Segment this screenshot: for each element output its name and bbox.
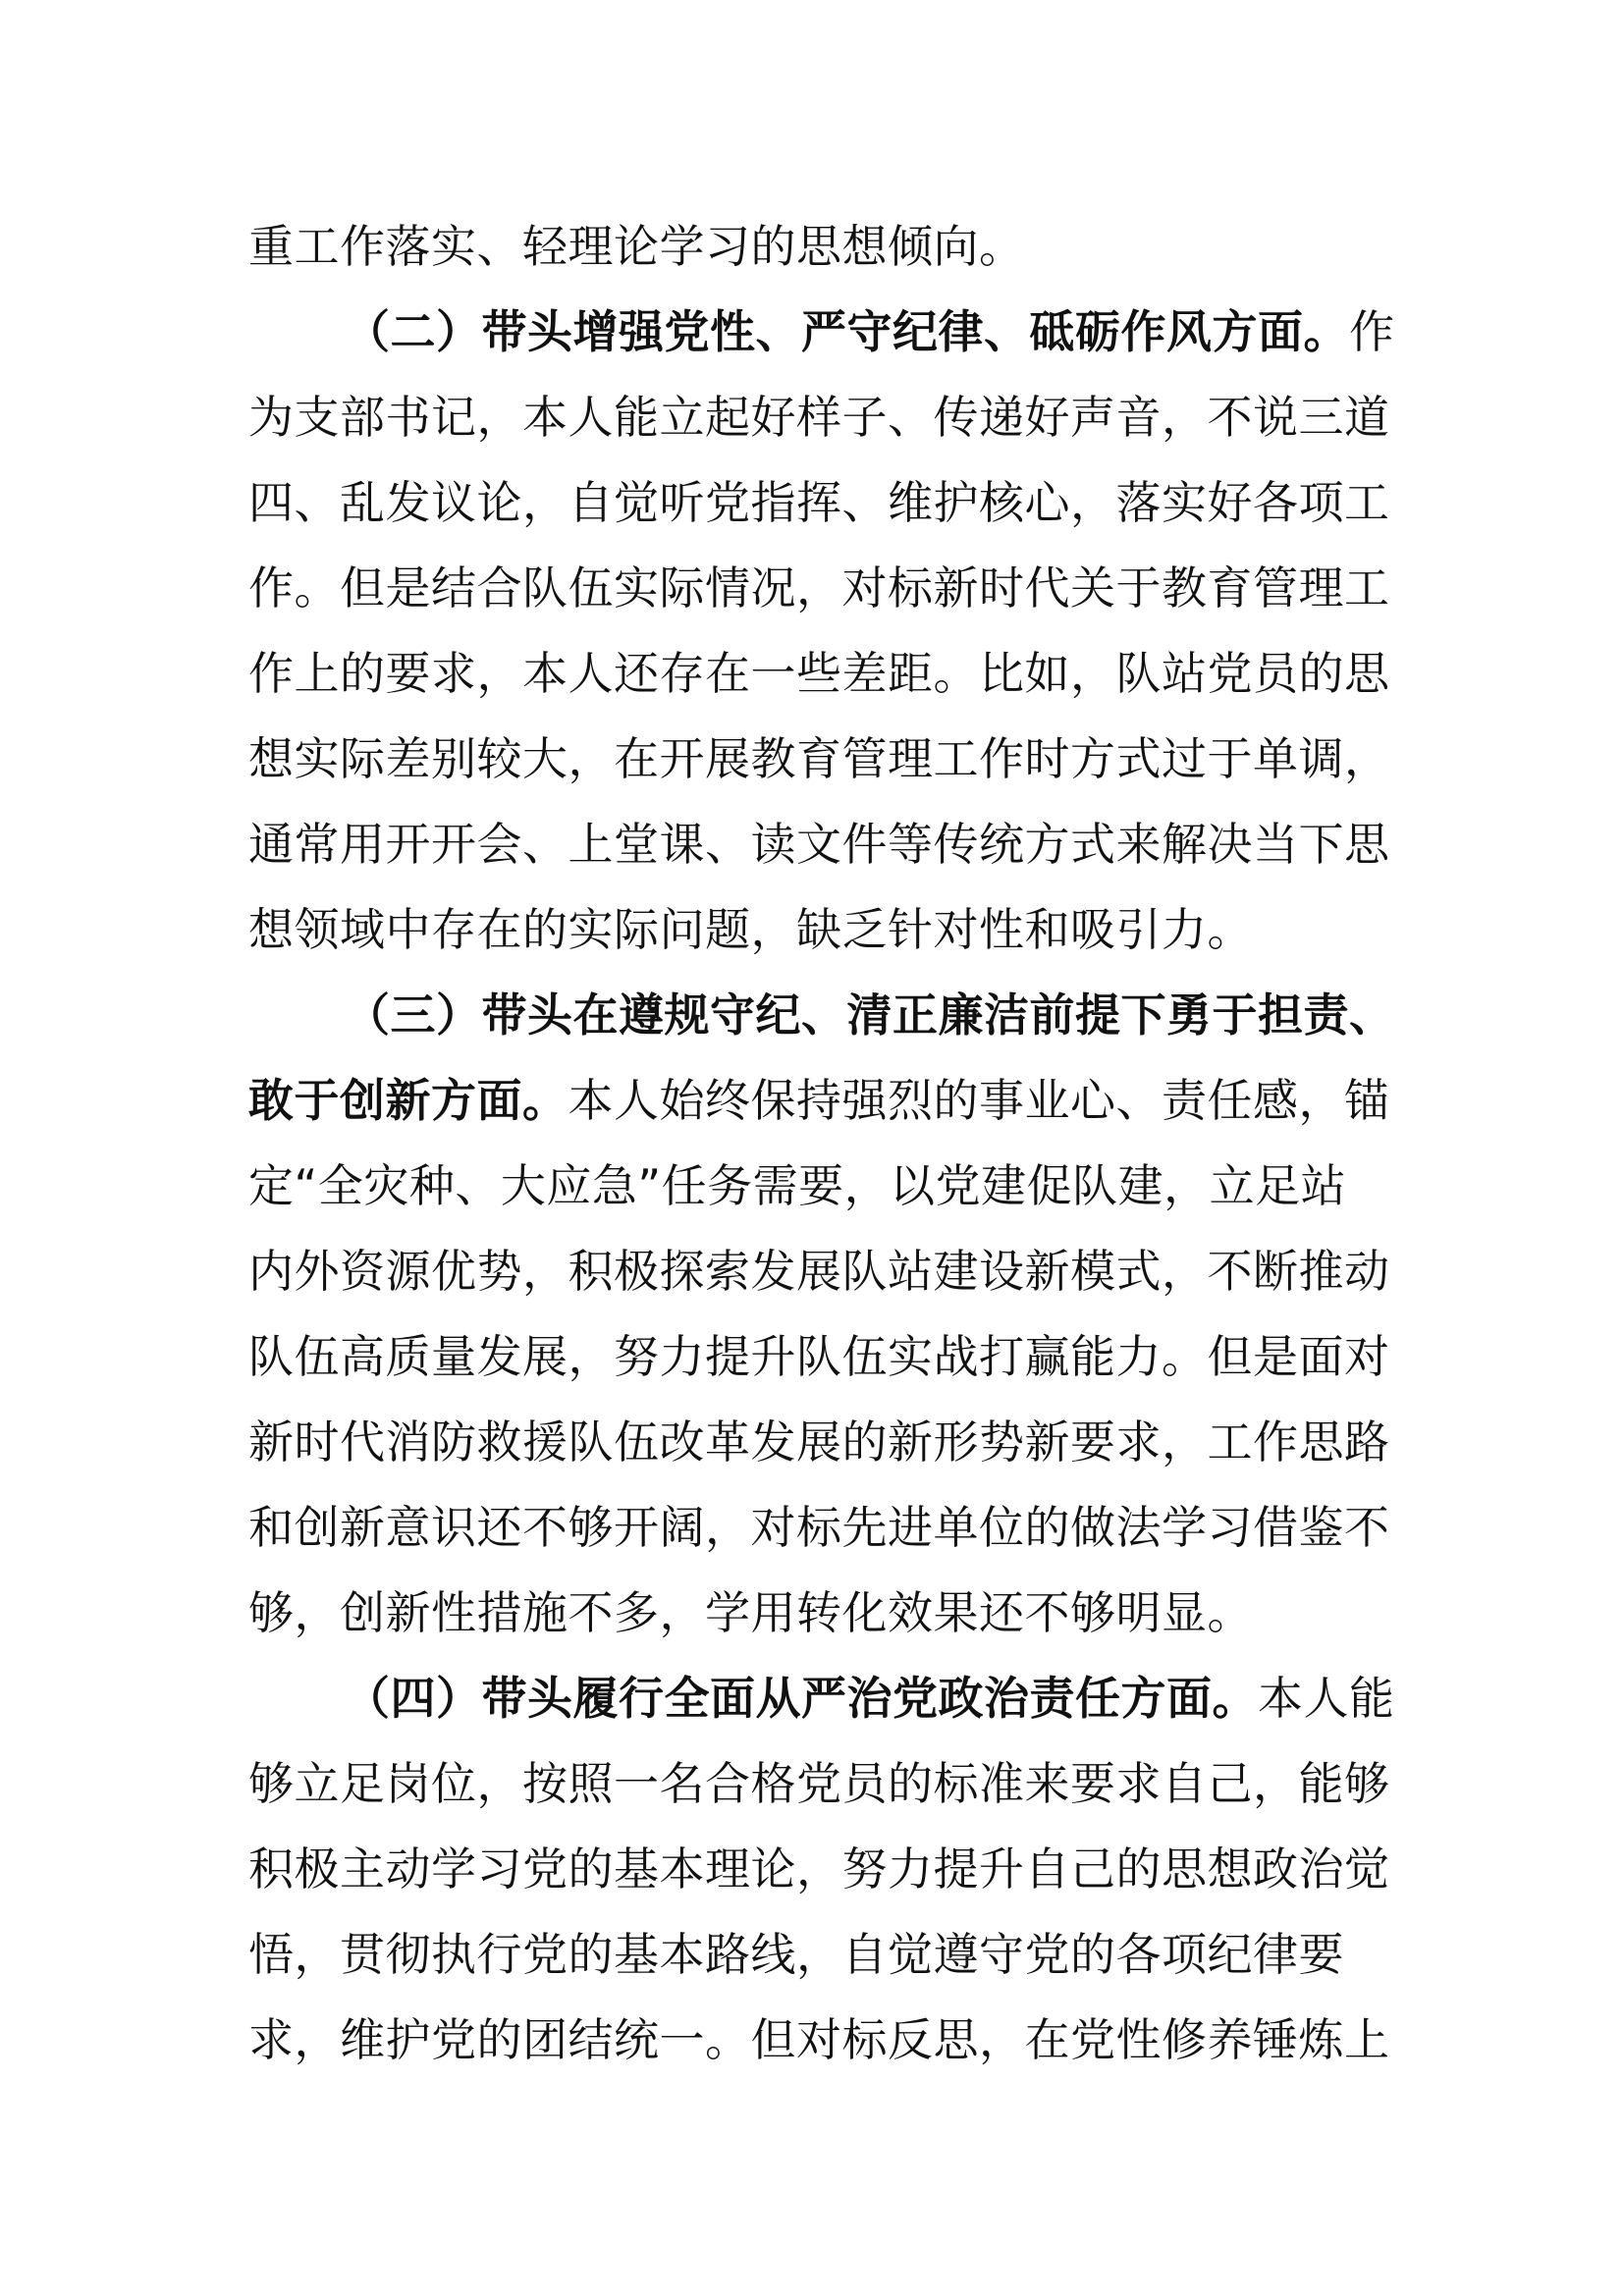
text-line: 积极主动学习党的基本理论，努力提升自己的思想政治觉 <box>248 1842 1390 1896</box>
text-line: 作。但是结合队伍实际情况，对标新时代关于教育管理工 <box>248 561 1390 614</box>
section-heading-2: （二）带头增强党性、严守纪律、砥砺作风方面。 <box>345 305 1349 358</box>
text-line: 够立足岗位，按照一名合格党员的标准来要求自己，能够 <box>248 1757 1390 1810</box>
text-line: 想实际差别较大，在开展教育管理工作时方式过于单调， <box>248 732 1390 785</box>
text-line: 通常用开开会、上堂课、读文件等传统方式来解决当下思 <box>248 818 1390 871</box>
text-line: 为支部书记，本人能立起好样子、传递好声音，不说三道 <box>248 391 1390 444</box>
text-run: 作 <box>1349 305 1395 358</box>
text-line <box>248 1656 1395 1741</box>
text-line: 和创新意识还不够开阔，对标先进单位的做法学习借鉴不 <box>248 1501 1390 1554</box>
text-run: 本人始终保持强烈的事业心、责任感，锚 <box>568 1074 1390 1127</box>
text-line: 重工作落实、轻理论学习的思想倾向。 <box>248 220 1025 273</box>
text-line: 队伍高质量发展，努力提升队伍实战打赢能力。但是面对 <box>248 1330 1390 1383</box>
text-line: 想领域中存在的实际问题，缺乏针对性和吸引力。 <box>248 903 1253 956</box>
paragraph-section-3 <box>248 973 1395 1656</box>
text-line: 求，维护党的团结统一。但对标反思，在党性修养锤炼上 <box>248 2013 1390 2066</box>
paragraph-section-4 <box>248 1656 1395 2083</box>
paragraph-section-2 <box>248 290 1395 973</box>
text-line: 作上的要求，本人还存在一些差距。比如，队站党员的思 <box>248 647 1390 700</box>
text-line: 内外资源优势，积极探索发展队站建设新模式，不断推动 <box>248 1245 1390 1298</box>
text-run: 本人能 <box>1258 1672 1395 1725</box>
text-line: 四、乱发议论，自觉听党指挥、维护核心，落实好各项工 <box>248 476 1390 529</box>
text-line: 定“全灾种、大应急”任务需要，以党建促队建，立足站 <box>248 1159 1347 1212</box>
text-line: 悟，贯彻执行党的基本路线，自觉遵守党的各项纪律要 <box>248 1928 1344 1981</box>
section-heading-3: （三）带头在遵规守纪、清正廉洁前提下勇于担责、 <box>345 988 1395 1041</box>
text-line <box>248 1058 1390 1144</box>
document-body <box>248 204 1395 2083</box>
text-line: 够，创新性措施不多，学用转化效果还不够明显。 <box>248 1586 1253 1639</box>
text-line <box>248 973 1395 1058</box>
paragraph-continuation <box>248 204 1348 290</box>
text-line <box>248 290 1395 375</box>
section-heading-3-cont: 敢于创新方面。 <box>248 1074 568 1127</box>
text-line: 新时代消防救援队伍改革发展的新形势新要求，工作思路 <box>248 1415 1390 1468</box>
section-heading-4: （四）带头履行全面从严治党政治责任方面。 <box>345 1672 1258 1725</box>
